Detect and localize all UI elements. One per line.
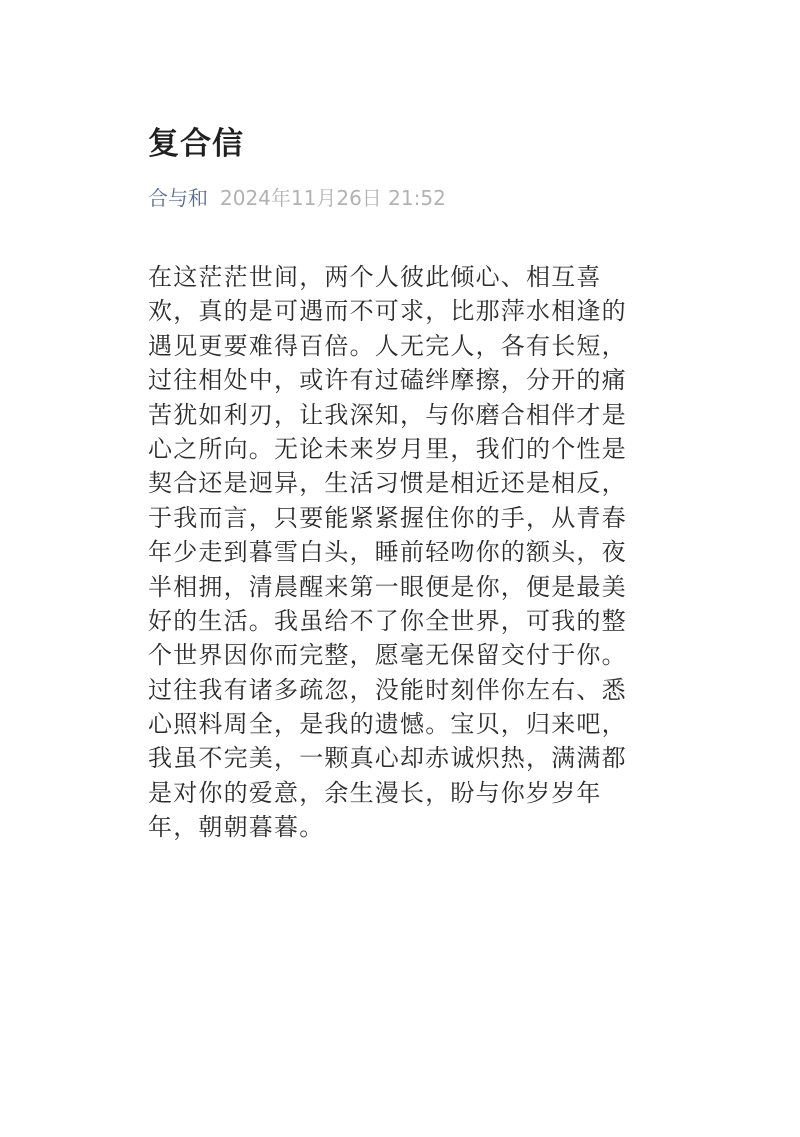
body-line: 我虽不完美，一颗真心却赤诚炽热，满满都 bbox=[148, 744, 627, 773]
article-title: 复合信 bbox=[148, 126, 244, 162]
body-line: 年，朝朝暮暮。 bbox=[148, 813, 325, 842]
body-line: 欢，真的是可遇而不可求，比那萍水相逢的 bbox=[148, 297, 627, 326]
article-meta bbox=[148, 180, 446, 216]
body-line: 年少走到暮雪白头，睡前轻吻你的额头，夜 bbox=[148, 538, 627, 567]
body-line: 过往相处中，或许有过磕绊摩擦，分开的痛 bbox=[148, 366, 627, 395]
body-line: 半相拥，清晨醒来第一眼便是你，便是最美 bbox=[148, 572, 627, 601]
body-line: 个世界因你而完整，愿毫无保留交付于你。 bbox=[148, 641, 627, 670]
body-line: 在这茫茫世间，两个人彼此倾心、相互喜 bbox=[148, 263, 602, 291]
body-line: 过往我有诸多疏忽，没能时刻伴你左右、悉 bbox=[148, 675, 627, 704]
body-line: 契合还是迥异，生活习惯是相近还是相反， bbox=[148, 469, 627, 498]
body-line: 心之所向。无论未来岁月里，我们的个性是 bbox=[148, 434, 627, 463]
body-line: 苦犹如利刃，让我深知，与你磨合相伴才是 bbox=[148, 400, 627, 429]
publish-date: 2024年11月26日 21:52 bbox=[220, 186, 446, 210]
body-line: 是对你的爱意，余生漫长，盼与你岁岁年 bbox=[148, 778, 602, 807]
article-body bbox=[148, 260, 668, 845]
body-line: 心照料周全，是我的遗憾。宝贝，归来吧， bbox=[148, 710, 627, 739]
author-link[interactable]: 合与和 bbox=[148, 186, 208, 210]
body-line: 遇见更要难得百倍。人无完人，各有长短， bbox=[148, 331, 627, 360]
body-line: 好的生活。我虽给不了你全世界，可我的整 bbox=[148, 606, 627, 635]
body-line: 于我而言，只要能紧紧握住你的手，从青春 bbox=[148, 503, 627, 532]
